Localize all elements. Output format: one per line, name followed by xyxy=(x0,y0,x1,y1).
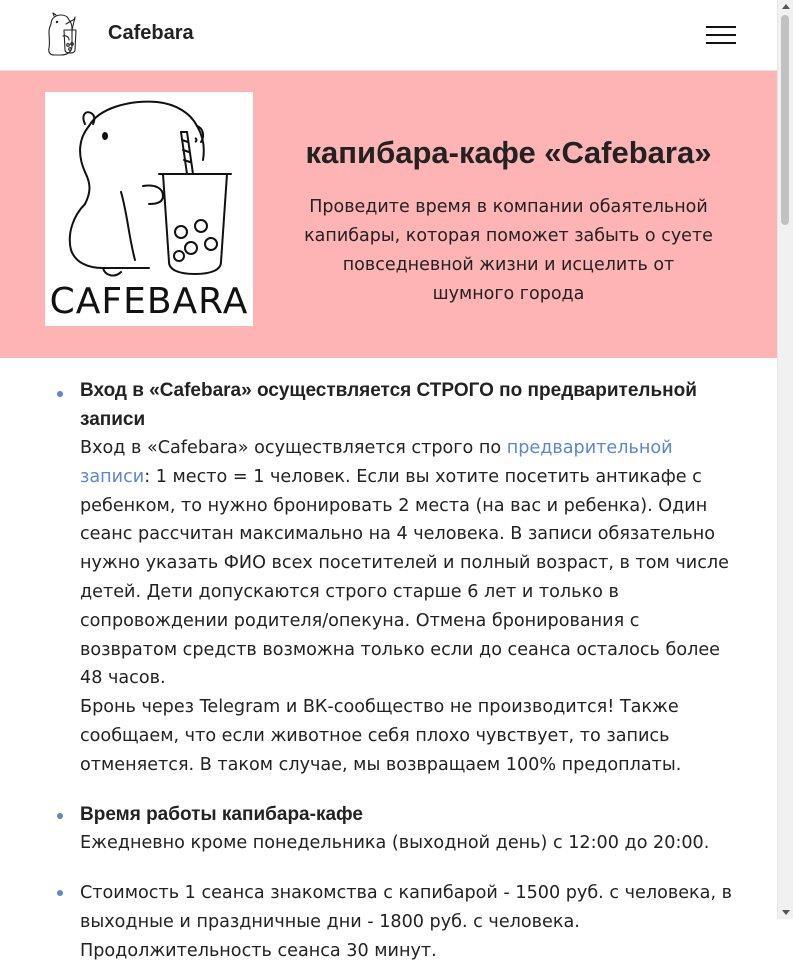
menu-line xyxy=(706,34,736,36)
site-header xyxy=(0,0,777,71)
page-title: капибара-кафе «Cafebara» xyxy=(305,134,712,170)
page-scrollbar[interactable] xyxy=(777,0,793,919)
booking-link[interactable]: предварительной записи xyxy=(80,438,673,487)
capybara-drawing xyxy=(45,92,253,282)
entry-text-end: : 1 место = 1 человек. Если вы хотите посетить антикафе с ребенком, то нужно бронировать 2 места (на вас и ребенка). Один сеанс рассчитан максимально на 4 человека. В записи обязательно нужно указать ФИО всех посетителей и полный возраст, в том числе детей. Дети допускаются строго старше 6 лет и только в сопровождении родителя/опекуна. Отмена бронирования с возвратом средств возможна только если до сеанса осталось более 48 часов. xyxy=(80,466,729,689)
info-list xyxy=(0,358,777,966)
hamburger-menu-icon[interactable] xyxy=(704,24,738,48)
list-item-hours xyxy=(0,780,777,858)
entry-text-start: Вход в «Cafebara» осуществляется строго по xyxy=(80,438,507,458)
logo-wordmark: CAFEBARA xyxy=(49,281,249,322)
brand-name[interactable]: Cafebara xyxy=(108,22,194,44)
hours-title: Время работы капибара-кафе xyxy=(80,803,363,825)
scroll-up-arrow-icon[interactable] xyxy=(782,4,790,9)
hero-subtitle: Проведите время в компании обаятельной капибары, которая поможет забыть о суете повседневной жизни и исцелить от шумного города xyxy=(304,196,713,304)
entry-title: Вход в «Cafebara» осуществляется СТРОГО по предварительной записи xyxy=(80,380,697,430)
menu-line xyxy=(706,26,736,28)
hours-text: Ежедневно кроме понедельника (выходной день) с 12:00 до 20:00. xyxy=(80,832,710,853)
capybara-bubble-tea-illustration xyxy=(45,92,253,326)
entry-text xyxy=(80,434,733,693)
hero-banner xyxy=(0,71,777,358)
price-text: Стоимость 1 сеанса знакомства с капибарой - 1500 руб. с человека, в выходные и праздничные дни - 1800 руб. с человека. xyxy=(80,883,733,933)
session-duration: Продолжительность сеанса 30 минут. xyxy=(80,940,437,961)
entry-note: Бронь через Telegram и ВК-сообщество не производится! Также сообщаем, что если животное себя плохо чувствует, то запись отменяется. В таком случае, мы возвращаем 100% предоплаты. xyxy=(80,697,682,775)
main-content xyxy=(0,358,777,966)
scroll-down-arrow-icon[interactable] xyxy=(782,910,790,915)
scroll-thumb[interactable] xyxy=(781,15,789,225)
capybara-bubble-tea-logo-icon[interactable] xyxy=(45,10,93,58)
list-item-entry xyxy=(0,358,777,780)
menu-line xyxy=(706,42,736,44)
list-item-price xyxy=(0,857,777,965)
